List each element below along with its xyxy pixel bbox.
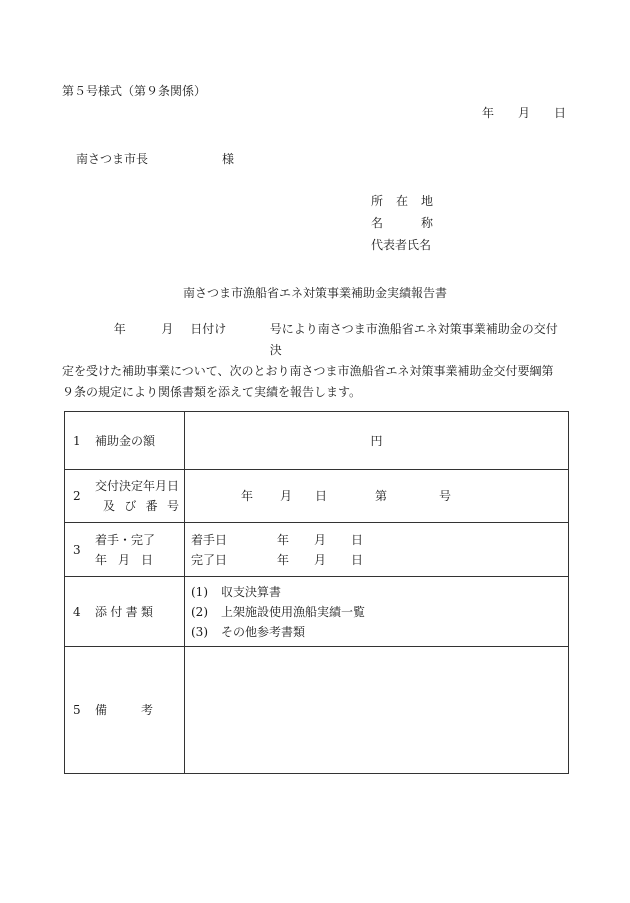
period-label-line2: 年 月 日 (95, 552, 153, 567)
start-date-label: 着手日 (191, 532, 228, 547)
list-item: (2) 上架施設使用漁船実績一覧 (191, 604, 366, 619)
table-row-decision: 2 交付決定年月日 及 び 番 号 年 月 日 第 号 (65, 470, 569, 523)
body-line-2: 定を受けた補助事業について、次のとおり南さつま市漁船省エネ対策事業補助金交付要綱第 (62, 364, 554, 378)
table-row-amount: 1 補助金の額 円 (65, 412, 569, 470)
applicant-name-label: 名 称 (371, 216, 433, 230)
remarks-label: 備 考 (95, 703, 153, 717)
date-day: 日 (553, 106, 566, 120)
addressee-name: 南さつま市長 (76, 152, 149, 166)
body-line-1: 年 月 日付け 号により南さつま市漁船省エネ対策事業補助金の交付決 (113, 322, 558, 357)
addressee-honorific: 様 (222, 152, 235, 166)
form-number: 第５号様式（第９条関係） (62, 84, 207, 98)
list-item: (3) その他参考書類 (191, 624, 306, 639)
decision-label-line1: 交付決定年月日 (95, 479, 180, 493)
remarks-value (185, 647, 569, 774)
body-line-3: ９条の規定により関係書類を添えて実績を報告します。 (62, 385, 362, 399)
date-line (482, 106, 566, 120)
list-item: (1) 収支決算書 (191, 584, 282, 599)
amount-value: 円 (185, 412, 569, 470)
amount-label: 補助金の額 (95, 433, 156, 448)
document-title: 南さつま市漁船省エネ対策事業補助金実績報告書 (182, 286, 447, 300)
decision-value: 年 月 日 第 号 (185, 470, 569, 523)
end-date-label: 完了日 (191, 552, 228, 567)
report-table (64, 411, 569, 774)
table-row-attachments: 4 添 付 書 類 (1) 収支決算書 (2) 上架施設使用漁船実績一覧 (3) その他参考書類 (65, 577, 569, 647)
date-year: 年 (482, 106, 495, 120)
period-value: 着手日 年 月 日 完了日 年 月 日 (185, 523, 569, 577)
attachments-label: 添 付 書 類 (95, 604, 153, 619)
applicant-location-label: 所 在 地 (371, 194, 433, 208)
body-paragraph (62, 319, 568, 403)
attachments-list (185, 577, 569, 647)
decision-label-line2: 及 び 番 号 (103, 499, 179, 513)
date-month: 月 (517, 106, 530, 120)
applicant-representative-label: 代表者氏名 (371, 238, 432, 252)
table-row-remarks: 5 備 考 (65, 647, 569, 774)
table-row-period: 3 着手・完了 年 月 日 着手日 年 月 日 完了日 年 月 日 (65, 523, 569, 577)
period-label-line1: 着手・完了 (95, 532, 156, 547)
